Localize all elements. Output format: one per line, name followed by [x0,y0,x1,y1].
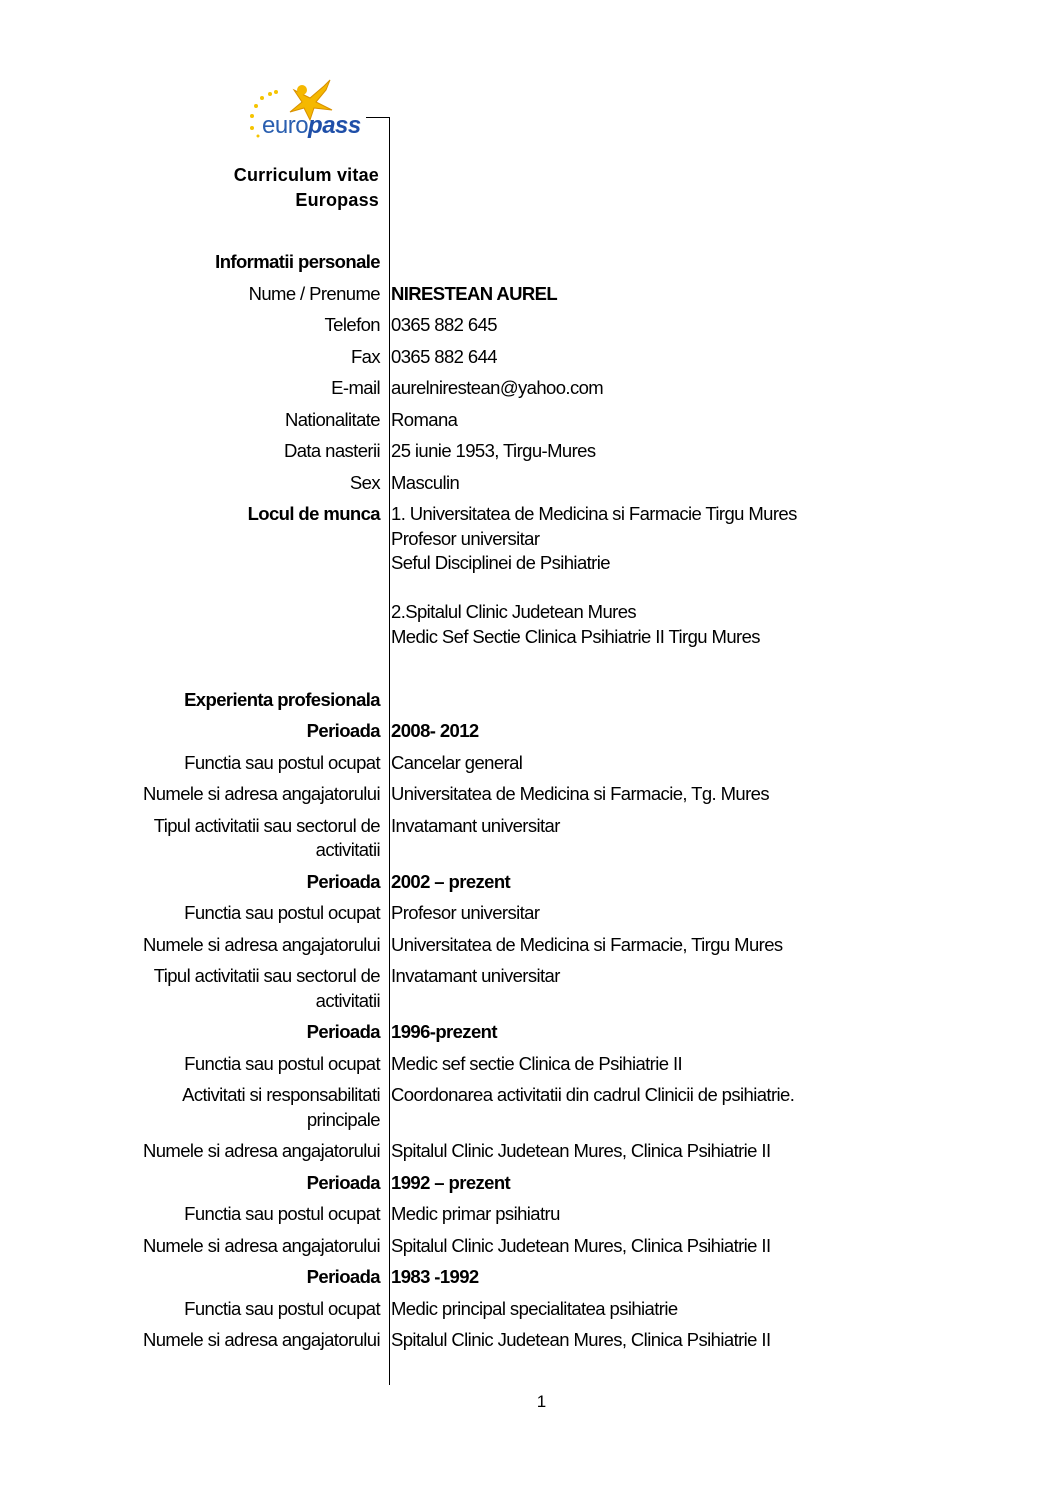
row-label [0,719,380,744]
row-label [0,751,380,776]
row-label-line: Sex [349,471,380,493]
row-label [0,656,380,681]
cv-row [0,656,1058,688]
row-value-line: NIRESTEAN AUREL [391,282,558,304]
row-value-line: aurelnirestean@yahoo.com [391,377,604,398]
row-value-line: Seful Disciplinei de Psihiatrie [391,552,610,573]
row-label [0,1297,380,1322]
row-value [380,870,510,895]
row-label-line: Numele si adresa angajatorului [142,1234,380,1256]
row-label [0,1328,380,1353]
cv-row [0,782,1058,814]
row-value-line: 0365 882 645 [391,314,497,335]
row-value [380,688,391,713]
cv-row [0,688,1058,720]
cv-row [0,751,1058,783]
europass-logo: europass [244,76,374,146]
row-label [0,439,380,464]
row-value [380,1139,771,1164]
cv-row [0,1265,1058,1297]
row-label-line: Activitati si responsabilitati [182,1084,380,1105]
row-label-line: Telefon [324,314,380,335]
row-value-line: 2008- 2012 [391,720,479,741]
row-value [380,1297,678,1322]
cv-row [0,1202,1058,1234]
row-label-line: Perioada [306,1266,380,1287]
row-value-line: Universitatea de Medicina si Farmacie, Tg. Mures [391,783,770,804]
row-value [380,782,769,807]
row-label-line: Numele si adresa angajatorului [142,1140,380,1161]
row-value [380,901,539,926]
header-rule [366,117,390,118]
row-value [380,313,497,338]
cv-row [0,1234,1058,1266]
row-value-line: Romana [391,408,458,430]
row-label-line: Perioada [306,870,380,892]
cv-row [0,964,1058,1020]
row-label [0,1202,380,1227]
row-label-line: E-mail [331,377,380,398]
row-value-line: Invatamant universitar [391,965,560,986]
row-value-line: Coordonarea activitatii din cadrul Clinicii de psihiatrie. [391,1084,795,1105]
row-value-line: Profesor universitar [391,527,540,549]
row-label-line: Perioada [306,720,380,741]
row-label-line: Nationalitate [284,408,380,430]
cv-row [0,1083,1058,1139]
row-label-line [0,656,380,681]
cv-row [0,408,1058,440]
row-label-line: Numele si adresa angajatorului [142,1329,380,1350]
row-value [380,964,560,1013]
row-label [0,1139,380,1164]
row-label-line: principale [306,1108,380,1130]
row-value [380,471,459,496]
cv-row [0,1171,1058,1203]
row-label [0,688,380,713]
row-label-line: Functia sau postul ocupat [184,1297,380,1319]
row-label-line: Perioada [306,1171,380,1193]
row-label-line: Functia sau postul ocupat [184,902,380,923]
row-label-line: Nume / Prenume [248,282,380,304]
cv-row [0,1297,1058,1329]
row-label [0,376,380,401]
row-value [380,719,479,744]
cv-row [0,376,1058,408]
row-value [380,345,497,370]
title-line-2: Europass [295,189,379,210]
row-label-line: Informatii personale [215,251,380,272]
row-value [380,1328,771,1353]
row-value [380,250,391,275]
row-value [380,502,797,649]
row-value-line: Cancelar general [391,751,523,773]
row-value-line: Medic primar psihiatru [391,1203,560,1224]
row-label [0,345,380,370]
row-label [0,901,380,926]
row-value-line: Spitalul Clinic Judetean Mures, Clinica Psihiatrie II [391,1329,771,1350]
row-value-line: 1992 – prezent [391,1171,511,1193]
row-label-line: Data nasterii [283,440,380,461]
row-label [0,471,380,496]
row-label [0,250,380,275]
row-value [380,814,560,863]
row-value [380,1265,479,1290]
cv-row [0,282,1058,314]
row-label [0,1171,380,1196]
page-number: 1 [536,1392,547,1411]
cv-row [0,313,1058,345]
row-label-line: Locul de munca [247,503,380,524]
row-label [0,408,380,433]
row-value-line: 1. Universitatea de Medicina si Farmacie Tirgu Mures [391,503,797,524]
cv-rows [0,250,1058,1360]
row-value [380,439,595,464]
row-value-line: Spitalul Clinic Judetean Mures, Clinica Psihiatrie II [391,1140,771,1161]
row-label-line: Tipul activitatii sau sectorul de [153,814,380,836]
title-line-1: Curriculum vitae [233,165,379,185]
row-value-line: 1996-prezent [391,1021,497,1042]
row-value [380,1234,771,1259]
row-value [380,1052,682,1077]
cv-row [0,1139,1058,1171]
row-value-line: 25 iunie 1953, Tirgu-Mures [391,440,596,461]
row-label-line: activitatii [315,989,380,1011]
row-value [380,933,783,958]
cv-row [0,471,1058,503]
cv-row [0,719,1058,751]
row-label [0,313,380,338]
row-label-line: Experienta profesionala [184,688,380,710]
cv-row [0,1020,1058,1052]
row-label-line: Numele si adresa angajatorului [142,933,380,955]
row-label-line: Numele si adresa angajatorului [142,783,380,804]
row-label [0,1020,380,1045]
cv-row [0,933,1058,965]
row-value [380,1083,794,1132]
document-title [234,163,379,212]
row-label-line: Functia sau postul ocupat [184,751,380,773]
row-value-line: Spitalul Clinic Judetean Mures, Clinica Psihiatrie II [391,1234,771,1256]
cv-row [0,870,1058,902]
row-label-line: activitatii [315,839,380,860]
row-label [0,782,380,807]
row-value-line: Invatamant universitar [391,814,560,836]
row-label [0,933,380,958]
row-value [380,282,557,307]
row-value-line: 0365 882 644 [391,345,497,367]
row-value-line: 2002 – prezent [391,870,511,892]
row-value-line: Medic Sef Sectie Clinica Psihiatrie II Tirgu Mures [391,625,760,647]
row-label [0,1083,380,1132]
cv-row [0,439,1058,471]
row-value [380,1202,560,1227]
row-value-line: 1983 -1992 [391,1266,479,1287]
row-value [380,751,522,776]
row-value [380,1020,497,1045]
row-value-line: Medic principal specialitatea psihiatrie [391,1297,678,1319]
row-value-line: Profesor universitar [391,902,540,923]
cv-row [0,345,1058,377]
row-label [0,1265,380,1290]
row-value-line [391,576,797,601]
row-label [0,502,380,649]
cv-row [0,901,1058,933]
row-value-line: Medic sef sectie Clinica de Psihiatrie II [391,1052,683,1074]
row-value [380,376,603,401]
row-label [0,870,380,895]
row-label [0,814,380,863]
row-value [380,656,391,681]
cv-row [0,814,1058,870]
row-label-line: Fax [350,345,380,367]
row-value-line: 2.Spitalul Clinic Judetean Mures [391,601,637,622]
row-value-line: Masculin [391,471,460,493]
cv-row [0,502,1058,656]
row-label [0,282,380,307]
row-label-line: Functia sau postul ocupat [184,1052,380,1074]
cv-row [0,1328,1058,1360]
row-label [0,1052,380,1077]
row-label [0,1234,380,1259]
row-value [380,1171,510,1196]
row-label [0,964,380,1013]
row-label-line: Functia sau postul ocupat [184,1203,380,1224]
row-value [380,408,457,433]
row-label-line: Perioada [306,1021,380,1042]
cv-row [0,250,1058,282]
cv-row [0,1052,1058,1084]
row-value-line: Universitatea de Medicina si Farmacie, Tirgu Mures [391,933,783,955]
row-label-line: Tipul activitatii sau sectorul de [153,965,380,986]
